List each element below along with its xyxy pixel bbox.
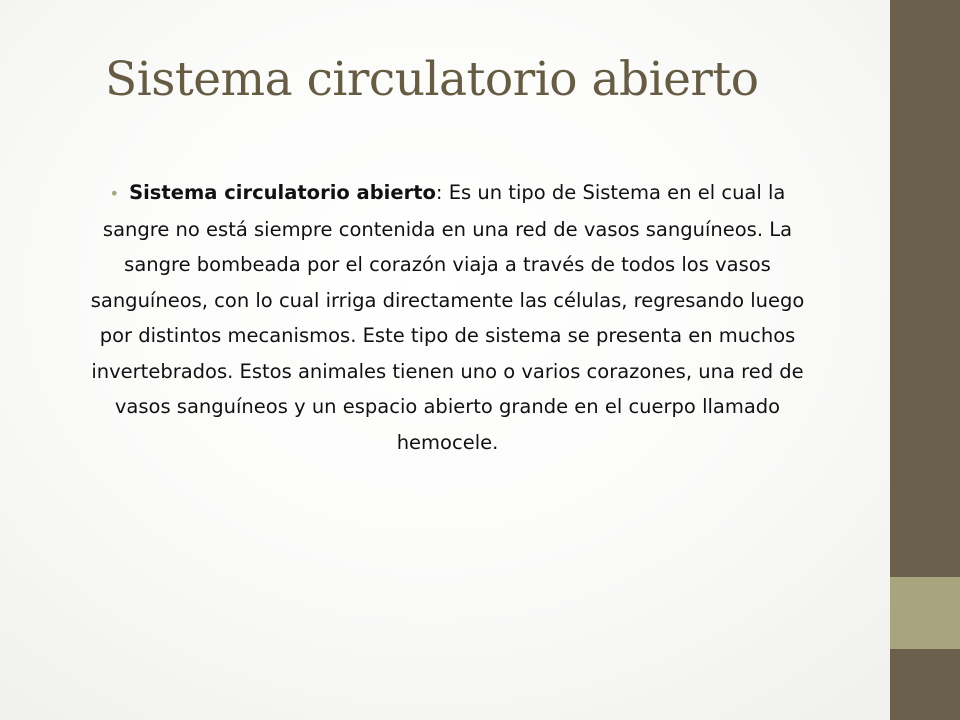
side-decoration-accent bbox=[890, 577, 960, 649]
bullet-separator: : bbox=[435, 181, 449, 204]
bullet-marker: • bbox=[109, 184, 120, 203]
bullet-text: Es un tipo de Sistema en el cual la sangre no está siempre contenida en una red de vasos sanguíneos. La sangre bombeada por el corazón viaja a través de todos los vasos sanguíneos, con lo cual irriga directamente las células, regresando luego por distintos mecanismos. Este tipo de sistema se presenta en muchos invertebrados. Estos animales tienen uno o varios corazones, una red de vasos sanguíneos y un espacio abierto grande en el cuerpo llamado hemocele. bbox=[90, 181, 805, 454]
bullet-term: Sistema circulatorio abierto bbox=[129, 181, 436, 204]
slide-title: Sistema circulatorio abierto bbox=[105, 52, 759, 107]
bullet-item bbox=[80, 175, 815, 460]
